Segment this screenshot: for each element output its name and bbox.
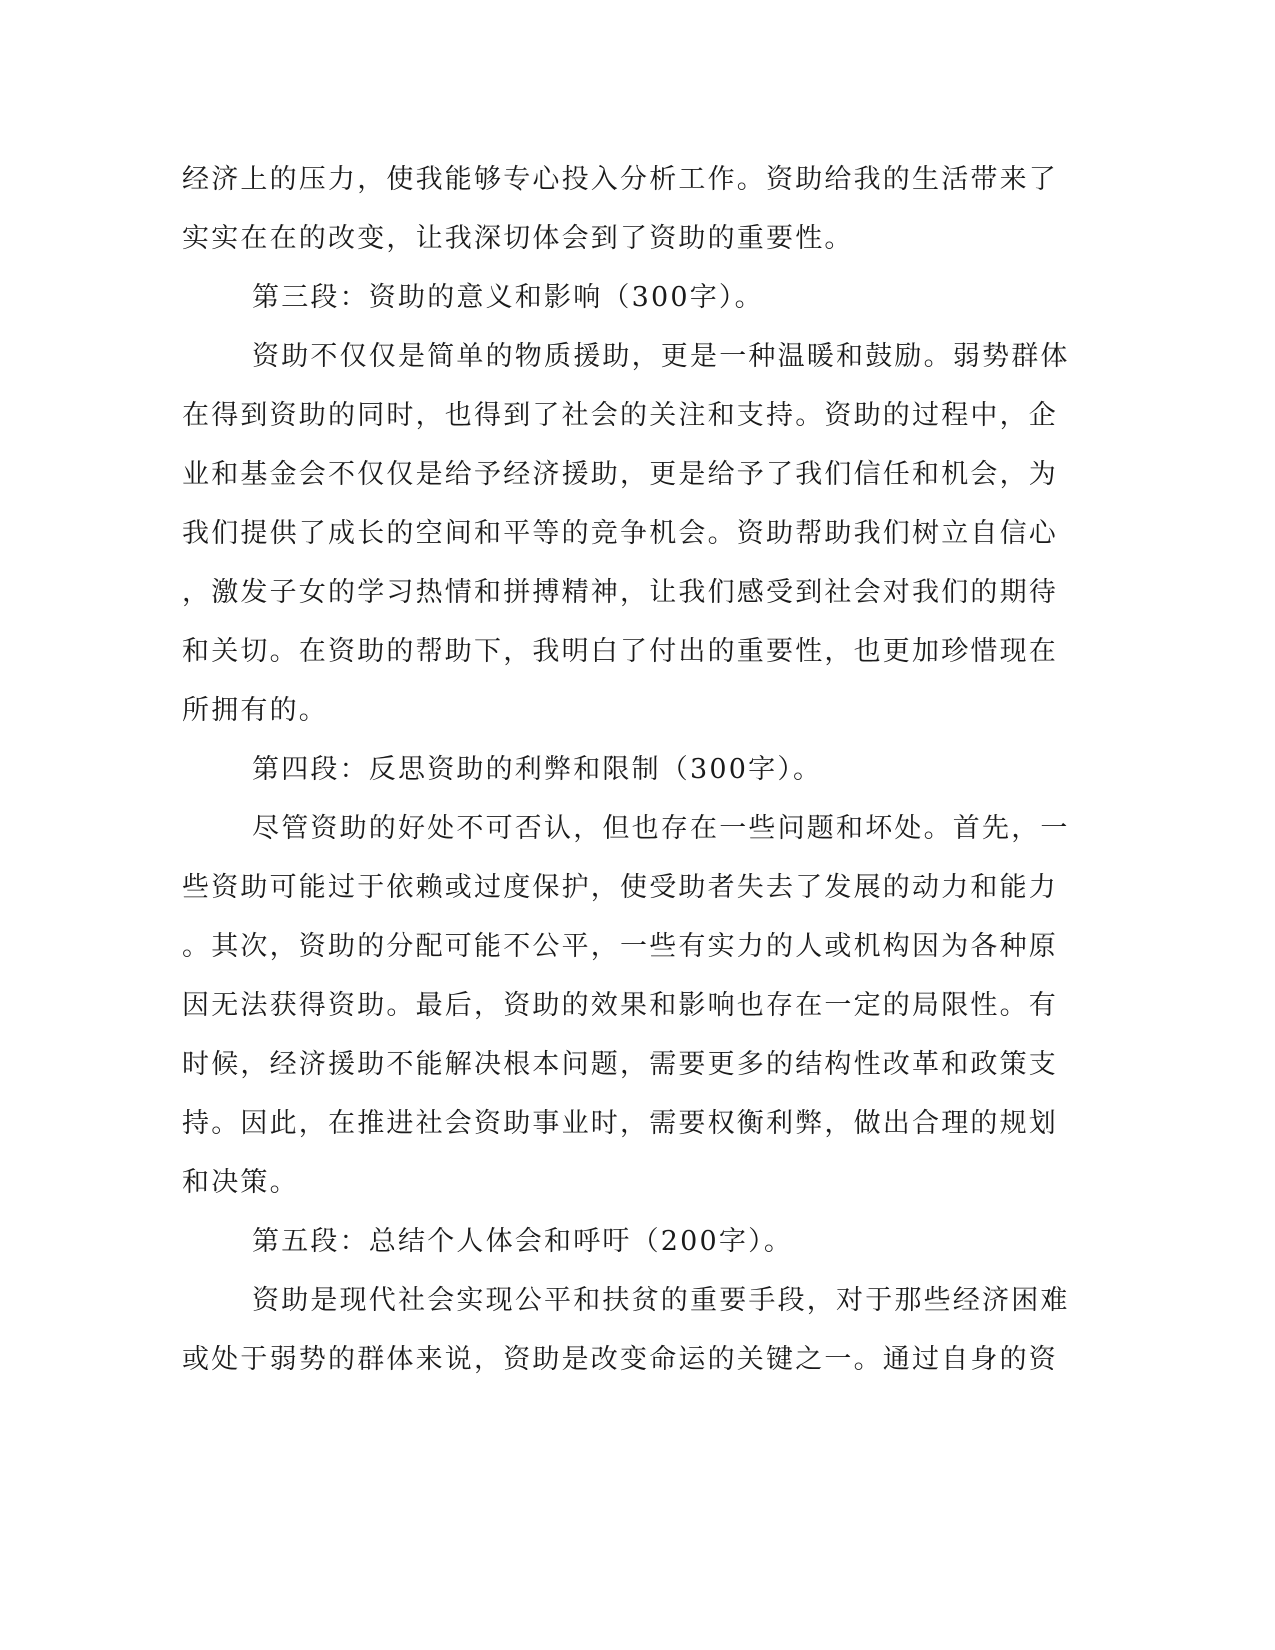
text-line: 因无法获得资助。最后，资助的效果和影响也存在一定的局限性。有 [182,990,1058,1021]
text-line: 。其次，资助的分配可能不公平，一些有实力的人或机构因为各种原 [182,931,1058,962]
text-line: 所拥有的。 [182,695,328,726]
text-line: 和决策。 [182,1167,299,1198]
section-heading-5: 第五段：总结个人体会和呼吁（200字）。 [252,1226,794,1257]
section-heading-3: 第三段：资助的意义和影响（300字）。 [252,282,764,313]
text-line: 时候，经济援助不能解决根本问题，需要更多的结构性改革和政策支 [182,1049,1058,1080]
text-line: 我们提供了成长的空间和平等的竞争机会。资助帮助我们树立自信心 [182,518,1058,549]
text-line: 尽管资助的好处不可否认，但也存在一些问题和坏处。首先，一 [252,813,1070,844]
text-line: 经济上的压力，使我能够专心投入分析工作。资助给我的生活带来了 [182,164,1058,195]
text-line: 和关切。在资助的帮助下，我明白了付出的重要性，也更加珍惜现在 [182,636,1058,667]
text-line: 实实在在的改变，让我深切体会到了资助的重要性。 [182,223,854,254]
text-line: 资助是现代社会实现公平和扶贫的重要手段，对于那些经济困难 [252,1285,1070,1316]
text-line: 在得到资助的同时，也得到了社会的关注和支持。资助的过程中，企 [182,400,1058,431]
text-line: 或处于弱势的群体来说，资助是改变命运的关键之一。通过自身的资 [182,1344,1058,1375]
section-heading-4: 第四段：反思资助的利弊和限制（300字）。 [252,754,823,785]
text-line: 些资助可能过于依赖或过度保护，使受助者失去了发展的动力和能力 [182,872,1058,903]
text-line: 资助不仅仅是简单的物质援助，更是一种温暖和鼓励。弱势群体 [252,341,1070,372]
text-line: 业和基金会不仅仅是给予经济援助，更是给予了我们信任和机会，为 [182,459,1058,490]
text-line: 持。因此，在推进社会资助事业时，需要权衡利弊，做出合理的规划 [182,1108,1058,1139]
text-line: ，激发子女的学习热情和拼搏精神，让我们感受到社会对我们的期待 [182,577,1058,608]
